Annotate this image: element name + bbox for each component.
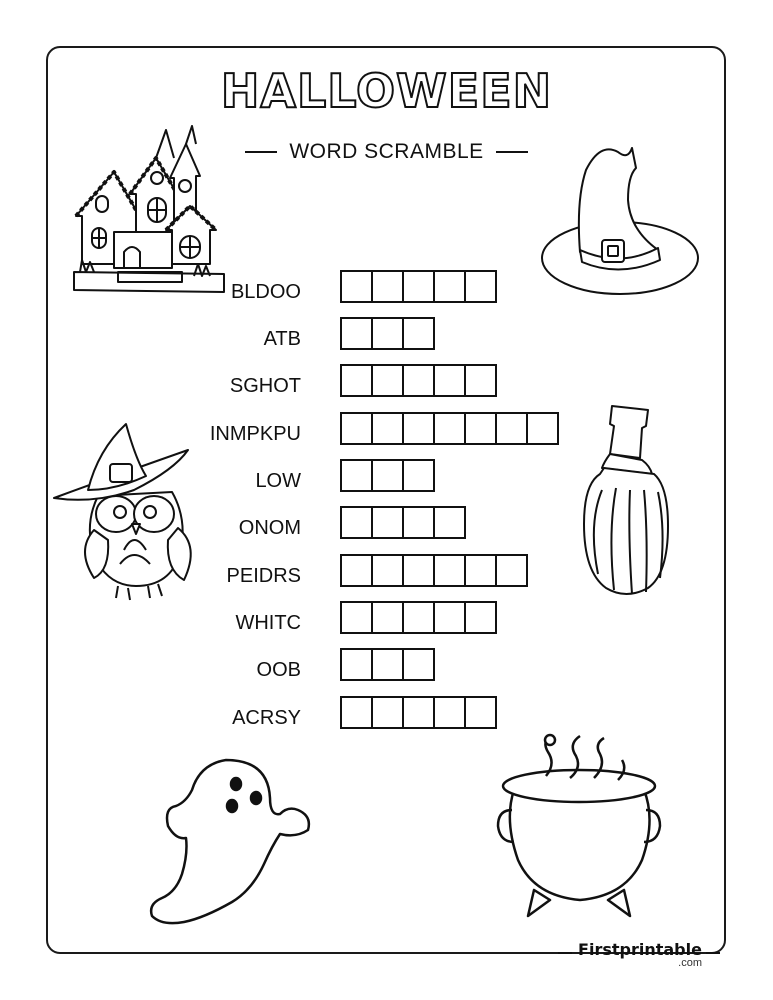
- logo-right-rule: [706, 952, 720, 954]
- letter-box[interactable]: [340, 459, 373, 492]
- letter-box[interactable]: [340, 412, 373, 445]
- letter-box[interactable]: [371, 696, 404, 729]
- scrambled-word: ACRSY: [232, 707, 301, 729]
- scrambled-word: OOB: [256, 659, 301, 681]
- letter-box[interactable]: [433, 364, 466, 397]
- letter-box[interactable]: [402, 459, 435, 492]
- haunted-house-icon: [74, 124, 224, 304]
- answer-boxes[interactable]: [340, 459, 433, 492]
- letter-box[interactable]: [371, 554, 404, 587]
- letter-box[interactable]: [433, 270, 466, 303]
- letter-box[interactable]: [402, 412, 435, 445]
- letter-box[interactable]: [402, 648, 435, 681]
- letter-box[interactable]: [402, 506, 435, 539]
- witch-hat-icon: [540, 140, 702, 302]
- page-title: HALLOWEEN: [220, 64, 553, 118]
- letter-box[interactable]: [464, 364, 497, 397]
- letter-box[interactable]: [433, 601, 466, 634]
- letter-box[interactable]: [340, 601, 373, 634]
- letter-box[interactable]: [433, 412, 466, 445]
- answer-boxes[interactable]: [340, 601, 495, 634]
- scrambled-word: WHITC: [235, 612, 301, 634]
- letter-box[interactable]: [371, 459, 404, 492]
- letter-box[interactable]: [340, 270, 373, 303]
- letter-box[interactable]: [433, 554, 466, 587]
- logo-suffix-text: .com: [678, 957, 702, 969]
- answer-boxes[interactable]: [340, 270, 495, 303]
- scrambled-word: SGHOT: [229, 375, 301, 397]
- letter-box[interactable]: [340, 648, 373, 681]
- letter-box[interactable]: [402, 270, 435, 303]
- letter-box[interactable]: [402, 601, 435, 634]
- scrambled-word: PEIDRS: [226, 565, 301, 587]
- subtitle-right-rule: [496, 151, 528, 153]
- scrambled-word: ONOM: [238, 517, 301, 539]
- letter-box[interactable]: [464, 601, 497, 634]
- letter-box[interactable]: [371, 364, 404, 397]
- letter-box[interactable]: [495, 412, 528, 445]
- subtitle-left-rule: [245, 151, 277, 153]
- cauldron-icon: [494, 730, 664, 920]
- letter-box[interactable]: [402, 364, 435, 397]
- letter-box[interactable]: [402, 554, 435, 587]
- letter-box[interactable]: [402, 317, 435, 350]
- answer-boxes[interactable]: [340, 506, 464, 539]
- answer-boxes[interactable]: [340, 648, 433, 681]
- letter-box[interactable]: [495, 554, 528, 587]
- potion-bottle-icon: [582, 404, 674, 600]
- answer-boxes[interactable]: [340, 554, 526, 587]
- letter-box[interactable]: [371, 648, 404, 681]
- answer-boxes[interactable]: [340, 364, 495, 397]
- letter-box[interactable]: [371, 270, 404, 303]
- letter-box[interactable]: [433, 696, 466, 729]
- owl-icon: [54, 420, 214, 610]
- letter-box[interactable]: [371, 412, 404, 445]
- answer-boxes[interactable]: [340, 696, 495, 729]
- letter-box[interactable]: [340, 554, 373, 587]
- scrambled-word: LOW: [255, 470, 301, 492]
- letter-box[interactable]: [464, 696, 497, 729]
- scrambled-word: BLDOO: [230, 281, 301, 303]
- letter-box[interactable]: [340, 364, 373, 397]
- letter-box[interactable]: [526, 412, 559, 445]
- letter-box[interactable]: [433, 506, 466, 539]
- brand-logo: [560, 940, 720, 969]
- answer-boxes[interactable]: [340, 317, 433, 350]
- letter-box[interactable]: [371, 317, 404, 350]
- letter-box[interactable]: [340, 317, 373, 350]
- logo-brand-text: Firstprintable: [578, 940, 702, 959]
- letter-box[interactable]: [464, 412, 497, 445]
- letter-box[interactable]: [464, 270, 497, 303]
- ghost-icon: [148, 754, 318, 934]
- letter-box[interactable]: [464, 554, 497, 587]
- letter-box[interactable]: [340, 696, 373, 729]
- letter-box[interactable]: [371, 506, 404, 539]
- letter-box[interactable]: [402, 696, 435, 729]
- subtitle-text: WORD SCRAMBLE: [289, 140, 484, 163]
- letter-box[interactable]: [340, 506, 373, 539]
- scrambled-word: INMPKPU: [209, 423, 301, 445]
- letter-box[interactable]: [371, 601, 404, 634]
- answer-boxes[interactable]: [340, 412, 557, 445]
- logo-left-rule: [558, 952, 572, 954]
- scrambled-word: ATB: [263, 328, 301, 350]
